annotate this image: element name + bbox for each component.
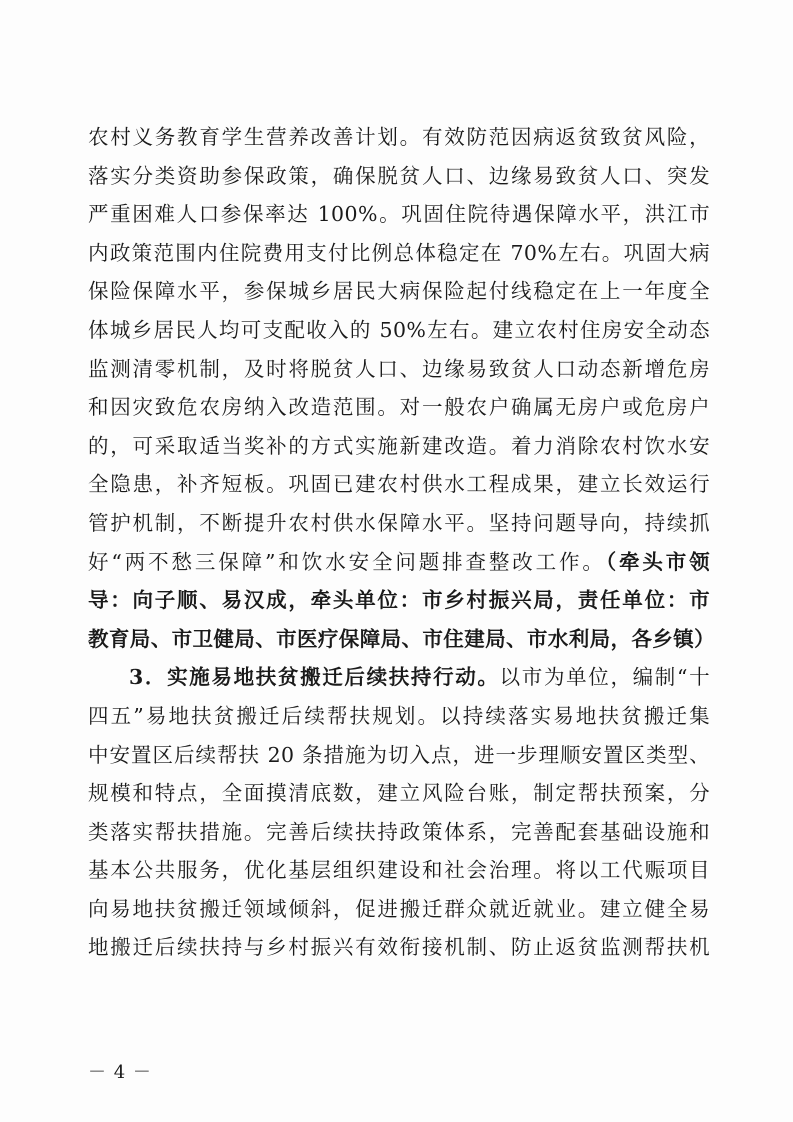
paragraph-line: 内政策范围内住院费用支付比例总体稳定在 70%左右。巩固大病 [88,240,710,265]
paragraph-line: 保险保障水平，参保城乡居民大病保险起付线稳定在上一年度全 [88,279,710,304]
section-line: 中安置区后续帮扶 20 条措施为切入点，进一步理顺安置区类型、 [88,742,710,767]
paragraph-line: 管护机制，不断提升农村供水保障水平。坚持问题导向，持续抓 [88,510,710,535]
document-body [88,118,715,967]
section-line: 基本公共服务，优化基层组织建设和社会治理。将以工代赈项目 [88,858,710,883]
section-first-line [88,658,710,697]
section-heading: 3．实施易地扶贫搬迁后续扶持行动。 [129,665,500,690]
section-line: 类落实帮扶措施。完善后续扶持政策体系，完善配套基础设施和 [88,819,710,844]
paragraph-line-mixed [88,543,710,582]
section-line: 向易地扶贫搬迁领域倾斜，促进搬迁群众就近就业。建立健全易 [88,896,710,921]
paragraph-line: 农村义务教育学生营养改善计划。有效防范因病返贫致贫风险， [88,125,710,149]
section-line: 规模和特点，全面摸清底数，建立风险台账，制定帮扶预案，分 [88,781,710,806]
responsibility-note-line: 教育局、市卫健局、市医疗保障局、市住建局、市水利局，各乡镇） [88,626,715,651]
paragraph-line: 全隐患，补齐短板。巩固已建农村供水工程成果，建立长效运行 [88,472,710,497]
paragraph-line: 的，可采取适当奖补的方式实施新建改造。着力消除农村饮水安 [88,433,710,458]
section-text: 以市为单位，编制“十 [499,665,710,690]
page-number: － 4 － [88,1062,152,1083]
paragraph-line: 体城乡居民人均可支配收入的 50%左右。建立农村住房安全动态 [88,317,710,342]
paragraph-line: 和因灾致危农房纳入改造范围。对一般农户确属无房户或危房户 [88,395,710,420]
section-line: 地搬迁后续扶持与乡村振兴有效衔接机制、防止返贫监测帮扶机 [88,935,710,960]
paragraph-text: 好“两不愁三保障”和饮水安全问题排查整改工作。 [88,549,606,574]
paragraph-line: 监测清零机制，及时将脱贫人口、边缘易致贫人口动态新增危房 [88,356,710,381]
responsibility-note-line: 导：向子顺、易汉成，牵头单位：市乡村振兴局，责任单位：市 [88,588,710,613]
section-line: 四五”易地扶贫搬迁后续帮扶规划。以持续落实易地扶贫搬迁集 [88,703,710,728]
paragraph-line: 落实分类资助参保政策，确保脱贫人口、边缘易致贫人口、突发 [88,163,710,188]
paragraph-line: 严重困难人口参保率达 100%。巩固住院待遇保障水平，洪江市 [88,202,710,227]
responsibility-note-start: （牵头市领 [605,549,710,574]
